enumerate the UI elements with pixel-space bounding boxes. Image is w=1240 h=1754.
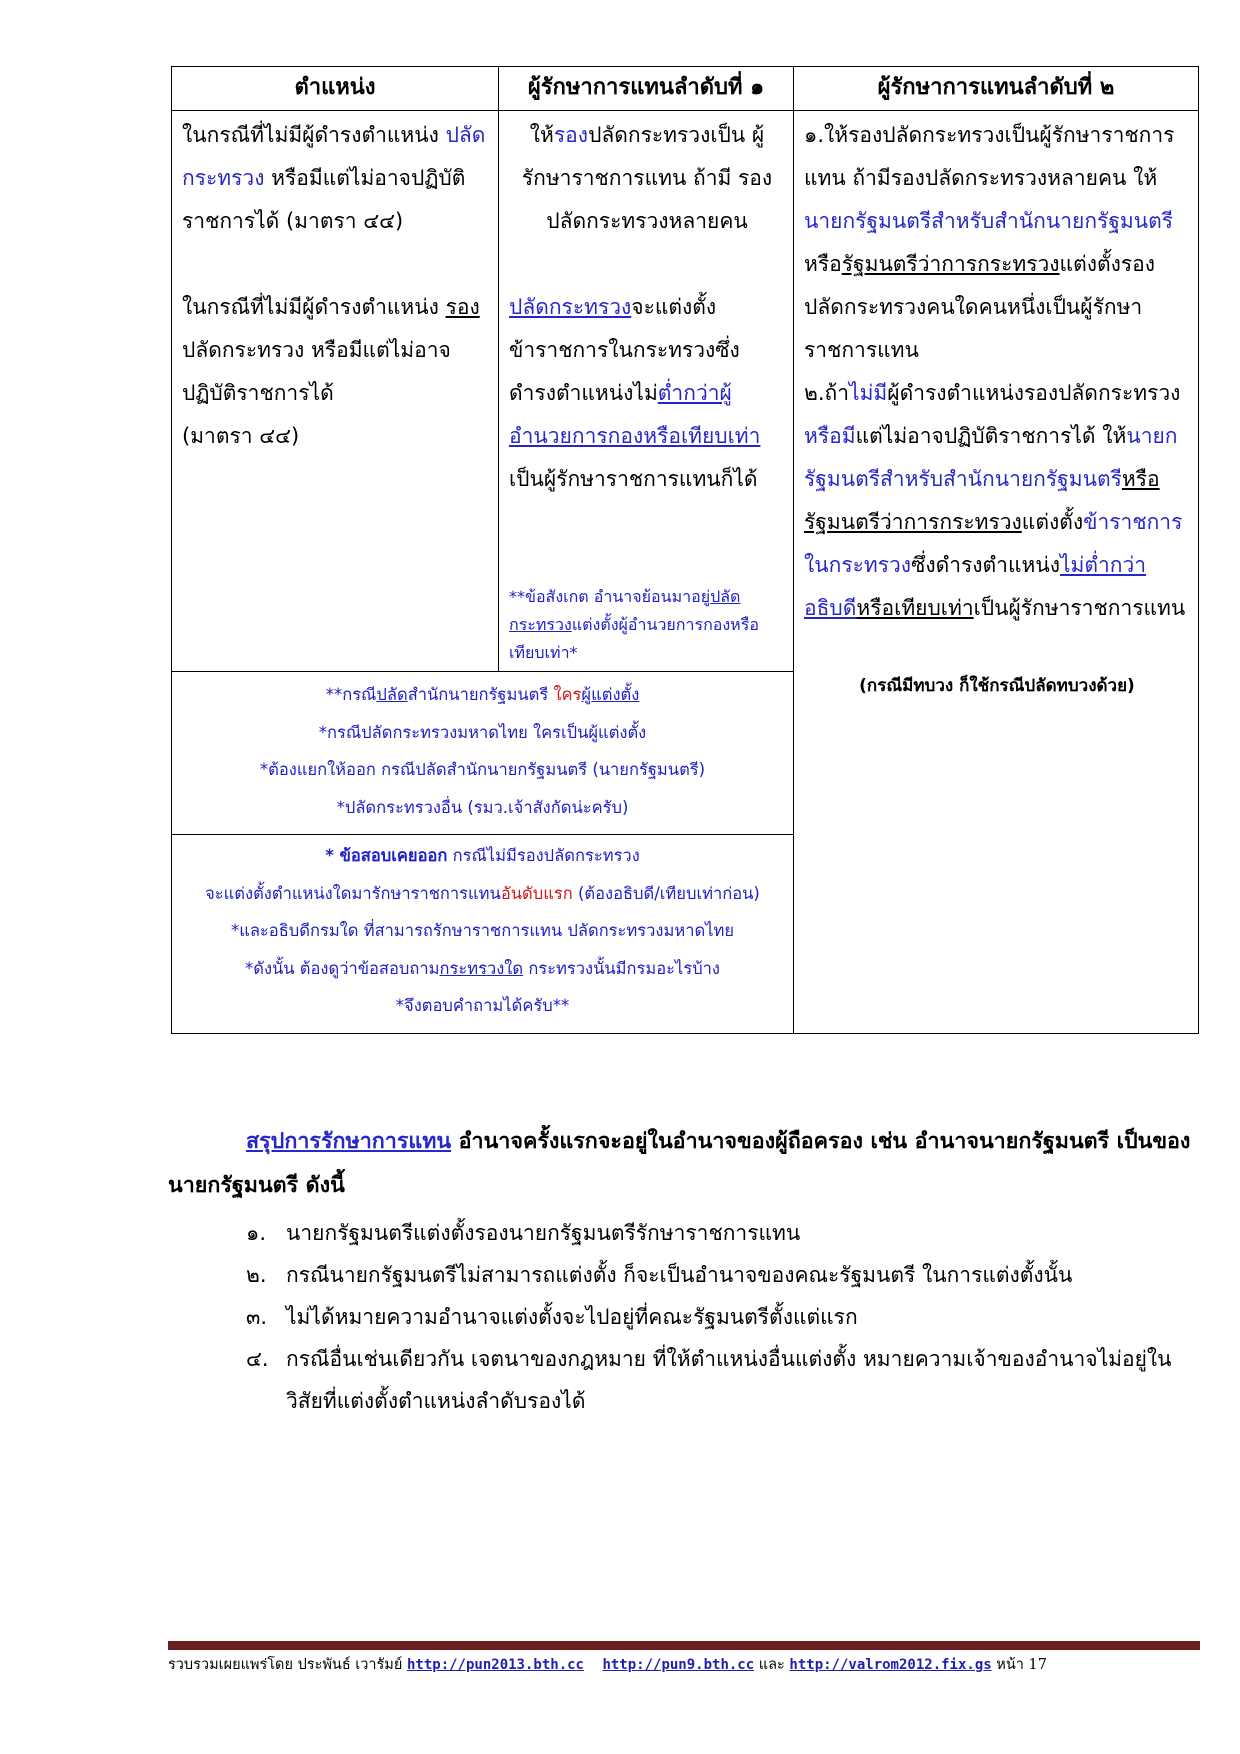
highlight-officials: ข้าราชการในกระทรวง [804,510,1183,577]
footer-link-3[interactable]: http://valrom2012.fix.gs [789,1657,992,1673]
page-footer [168,1655,1200,1675]
note-line [178,875,787,913]
page-label: หน้า [991,1657,1029,1673]
position-cell [172,111,499,672]
item-number: ๒. [246,1263,267,1287]
list-item [168,1254,1198,1296]
item-text: นายกรัฐมนตรีแต่งตั้งรองนายกรัฐมนตรีรักษาราชการแทน [286,1221,801,1245]
footer-and: และ [754,1657,790,1673]
bold-text: * ข้อสอบเคยออก [325,846,448,865]
red-text: ใคร [553,685,582,704]
text: ผู้ดำรงตำแหน่งรองปลัดกระทรวง [887,381,1181,405]
acting-2-para-1 [804,114,1190,372]
text: ในกรณีที่ไม่มีผู้ดำรงตำแหน่ง [182,295,439,319]
highlight-or-exists: หรือมี [804,424,856,448]
acting-2-cell [794,111,1199,1034]
text: ๒.ถ้า [804,381,850,405]
highlight-permanent-secretary: ปลัดกระทรวง [182,123,486,190]
header-acting-1: ผู้รักษาการแทนลำดับที่ ๑ [499,67,794,111]
text: สำนักนายกรัฐมนตรี [407,685,554,704]
acting-1-observation [509,583,785,671]
text: ๑.ให้รองปลัดกระทรวงเป็นผู้รักษาราชการแทน ถ้ามีรองปลัดกระทรวงหลายคน ให้ [804,123,1175,190]
header-position: ตำแหน่ง [172,67,499,111]
text: ปลัดกระทรวงเป็น ผู้รักษาราชการแทน ถ้ามี รองปลัดกระทรวงหลายคน [521,123,773,233]
text: กรณีไม่มีรองปลัดกระทรวง [447,846,640,865]
text: แต่ไม่อาจปฏิบัติราชการได้ ให้ [855,424,1127,448]
summary-section [168,1120,1198,1422]
text: ในกรณีที่ไม่มีผู้ดำรงตำแหน่ง [182,123,439,147]
text: จะแต่งตั้งตำแหน่งใดมารักษาราชการแทน [205,883,501,903]
note-line: *กรณีปลัดกระทรวงมหาดไทย ใครเป็นผู้แต่งตั้ง [318,722,647,742]
text: กระทรวงนั้นมีกรมอะไรบ้าง [523,958,720,978]
list-item [168,1296,1198,1338]
highlight-permanent-secretary: ปลัดกระทรวง [509,295,632,319]
section-reference: (มาตรา ๔๔) [182,424,300,448]
summary-text: อำนาจครั้งแรกจะอยู่ในอำนาจของผู้ถือครอง เช่น อำนาจนายกรัฐมนตรี เป็นของนายกรัฐมนตรี ดังนี้ [168,1129,1191,1198]
note-line: *ต้องแยกให้ออก กรณีปลัดสำนักนายกรัฐมนตรี (นายกรัฐมนตรี) [259,760,706,779]
position-block-2 [182,286,490,458]
underlined-minister: รัฐมนตรีว่าการกระทรวง [804,510,1022,534]
note-line: *จึงตอบคำถามได้ครับ** [395,996,570,1015]
underlined-text: กระทรวงใด [439,958,524,978]
text: เป็นผู้รักษาราชการแทน [973,596,1186,620]
acting-1-cell [499,111,794,672]
note-line: *และอธิบดีกรมใด ที่สามารถรักษาราชการแทน ปลัดกระทรวงมหาดไทย [230,921,735,940]
position-block-1 [182,114,490,243]
text: จะแต่งตั้งข้าราชการในกระทรวงซึ่งดำรงตำแหน่งไม่ [509,295,740,405]
footer-link-2[interactable]: http://pun9.bth.cc [602,1657,755,1673]
text: หรือมีแต่ไม่อาจปฏิบัติราชการได้ (มาตรา ๔๔) [182,166,466,233]
text: ซึ่งดำรงตำแหน่ง [911,553,1060,577]
text: ให้ [529,123,554,147]
note-line [178,676,787,714]
item-text: กรณีนายกรัฐมนตรีไม่สามารถแต่งตั้ง ก็จะเป็นอำนาจของคณะรัฐมนตรี ในการแต่งตั้งนั้น [286,1263,1073,1287]
text: *ดังนั้น ต้องดูว่าข้อสอบถาม [244,958,440,978]
list-item [168,1338,1198,1422]
acting-2-para-2 [804,372,1190,630]
item-text: ไม่ได้หมายความอำนาจแต่งตั้งจะไปอยู่ที่คณะรัฐมนตรีตั้งแต่แรก [286,1305,858,1329]
text: แต่งตั้ง [1021,510,1084,534]
text: หรือ [804,252,842,276]
highlight-prime-minister: นายกรัฐมนตรีสำหรับสำนักนายกรัฐมนตรี [804,424,1178,491]
highlight-director-level: ต่ำกว่าผู้อำนวยการกองหรือเทียบเท่า [509,381,761,448]
summary-paragraph [168,1120,1198,1208]
footer-link-1[interactable]: http://pun2013.bth.cc [406,1657,584,1673]
red-text: อันดับแรก [500,883,573,903]
highlight-none: ไม่มี [849,381,888,405]
text: เป็นผู้รักษาราชการแทนก็ได้ [509,467,758,491]
note-box-2 [172,835,794,1034]
text: แต่งตั้งผู้อำนวยการกองหรือเทียบเท่า* [509,615,759,662]
highlight-deputy: รอง [553,123,589,147]
table-header-row [172,67,1199,111]
summary-heading: สรุปการรักษาการแทน [246,1129,452,1154]
item-number: ๑. [246,1221,267,1245]
text: **ข้อสังเกต อำนาจย้อนมาอยู่ [509,587,711,606]
item-number: ๓. [246,1305,268,1329]
note-box-1 [172,672,794,835]
underlined-or: หรือ [1121,467,1160,491]
table-row [172,111,1199,672]
acting-1-intro [509,114,785,243]
summary-list [168,1212,1198,1422]
item-text: กรณีอื่นเช่นเดียวกัน เจตนาของกฎหมาย ที่ให้ตำแหน่งอื่นแต่งตั้ง หมายความเจ้าของอำนาจไม่อยู่ในวิสัยที่แต่งตั้งตำแหน่งลำดับรองได้ [286,1347,1172,1413]
note-line [178,837,787,875]
underlined-deputy: รอง [445,295,480,319]
list-item [168,1212,1198,1254]
note-line: *ปลัดกระทรวงอื่น (รมว.เจ้าสังกัดน่ะครับ) [336,797,629,817]
text: **กรณี [325,685,377,704]
underlined-text: ปลัด [376,685,408,704]
text: ปลัดกระทรวง หรือมีแต่ไม่อาจปฏิบัติราชการได้ [182,338,451,405]
note-line [178,950,787,988]
highlight-prime-minister: นายกรัฐมนตรีสำหรับสำนักนายกรัฐมนตรี [804,209,1174,233]
authority-table [171,66,1199,1034]
footer-divider [168,1641,1200,1650]
item-number: ๔. [246,1347,269,1371]
highlight-director-general: ไม่ต่ำกว่าอธิบดี [804,553,1147,620]
acting-1-body [509,286,785,501]
ministry-note: (กรณีมีทบวง ก็ใช้กรณีปลัดทบวงด้วย) [859,676,1135,696]
underlined-permanent-secretary: ปลัดกระทรวง [509,587,741,634]
text: (ต้องอธิบดี/เทียบเท่าก่อน) [572,883,760,903]
header-acting-2: ผู้รักษาการแทนลำดับที่ ๒ [794,67,1199,111]
page-number: 17 [1028,1657,1047,1673]
text: แต่งตั้งรองปลัดกระทรวงคนใดคนหนึ่งเป็นผู้รักษาราชการแทน [804,252,1155,362]
underlined-minister: รัฐมนตรีว่าการกระทรวง [841,252,1060,276]
underlined-equivalent: หรือเทียบเท่า [856,596,974,620]
underlined-text: ผู้แต่งตั้ง [581,685,640,704]
footer-credit: รวบรวมเผยแพร่โดย ประพันธ์ เวารัมย์ [168,1657,407,1673]
